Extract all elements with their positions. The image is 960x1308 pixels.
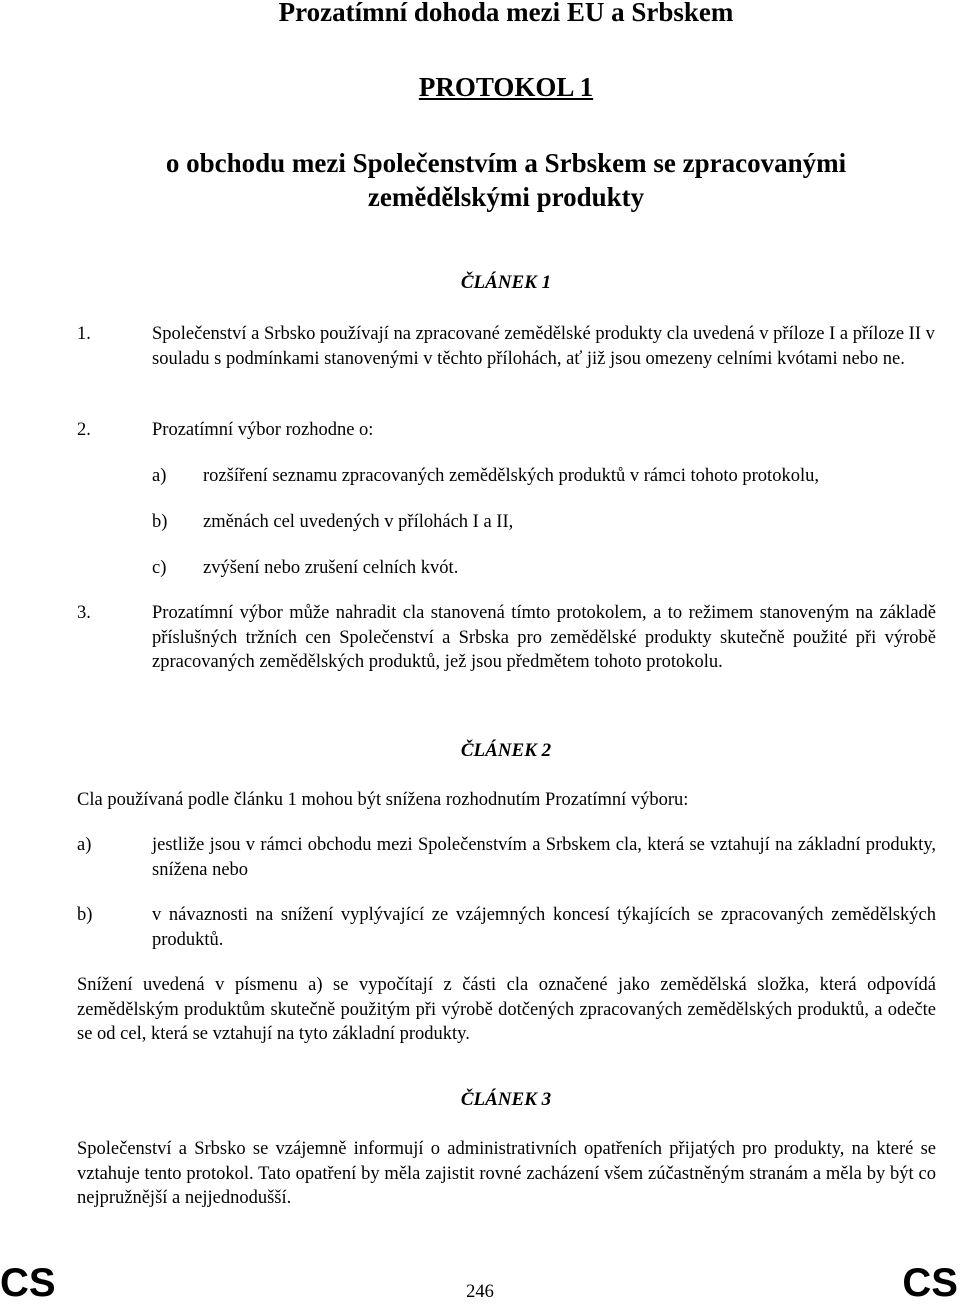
protocol-heading: PROTOKOL 1 <box>418 72 594 102</box>
article-1-heading: ČLÁNEK 1 <box>460 272 552 293</box>
list-item-label: c) <box>152 558 167 578</box>
paragraph-2-number: 2. <box>77 420 91 440</box>
list-item-label: b) <box>77 905 93 925</box>
protocol-subtitle <box>0 146 960 214</box>
page-number: 246 <box>466 1282 494 1302</box>
language-code-right: CS <box>902 1261 958 1305</box>
language-code-left: CS <box>0 1261 56 1305</box>
article-3-heading: ČLÁNEK 3 <box>460 1089 552 1110</box>
subtitle-line-2: zemědělskými produkty <box>367 182 645 212</box>
list-item-text: rozšíření seznamu zpracovaných zemědělských produktů v rámci tohoto protokolu, <box>203 466 819 486</box>
paragraph-3-text: Prozatímní výbor může nahradit cla stanovená tímto protokolem, a to režimem stanoveným na základě příslušných tržních cen Společenství a Srbska pro zemědělské produkty skutečně použité při výrobě zpracovaných zemědělských produktů, jež jsou předmětem tohoto protokolu. <box>152 603 936 672</box>
article-2-closing: Snížení uvedená v písmenu a) se vypočítají z části cla označené jako zemědělská složka, která odpovídá zemědělským produktům skutečně použitým při výrobě dotčených zpracovaných zemědělských produktů, a odečte se od cel, která se vztahují na tyto základní produkty. <box>77 975 936 1044</box>
list-item-text: v návaznosti na snížení vyplývající ze vzájemných koncesí týkajících se zpracovaných zemědělských produktů. <box>152 905 936 950</box>
paragraph-1-number: 1. <box>77 324 91 344</box>
paragraph-3-number: 3. <box>77 603 91 623</box>
list-item-label: a) <box>77 835 92 855</box>
paragraph-1-text: Společenství a Srbsko používají na zpracované zemědělské produkty cla uvedená v příloze I a příloze II v souladu s podmínkami stanovenými v těchto přílohách, ať již jsou omezeny celními kvótami nebo ne. <box>152 324 935 369</box>
list-item-text: změnách cel uvedených v přílohách I a II, <box>203 512 514 532</box>
list-item-label: b) <box>152 512 168 532</box>
paragraph-2-text: Prozatímní výbor rozhodne o: <box>152 420 374 440</box>
article-3-text: Společenství a Srbsko se vzájemně informují o administrativních opatřeních přijatých pro produkty, na které se vztahuje tento protokol. Tato opatření by měla zajistit rovné zacházení všem zúčastněným stranám a měla by být co nejpružnější a nejjednodušší. <box>77 1139 936 1208</box>
document-title: Prozatímní dohoda mezi EU a Srbskem <box>278 0 734 27</box>
list-item-text: jestliže jsou v rámci obchodu mezi Společenstvím a Srbskem cla, která se vztahují na základní produkty, snížena nebo <box>152 835 936 880</box>
list-item-text: zvýšení nebo zrušení celních kvót. <box>203 558 459 578</box>
article-2-intro: Cla používaná podle článku 1 mohou být snížena rozhodnutím Prozatímní výboru: <box>77 790 689 810</box>
article-2-heading: ČLÁNEK 2 <box>460 740 552 761</box>
subtitle-line-1: o obchodu mezi Společenstvím a Srbskem se zpracovanými <box>165 148 847 178</box>
list-item-label: a) <box>152 466 167 486</box>
